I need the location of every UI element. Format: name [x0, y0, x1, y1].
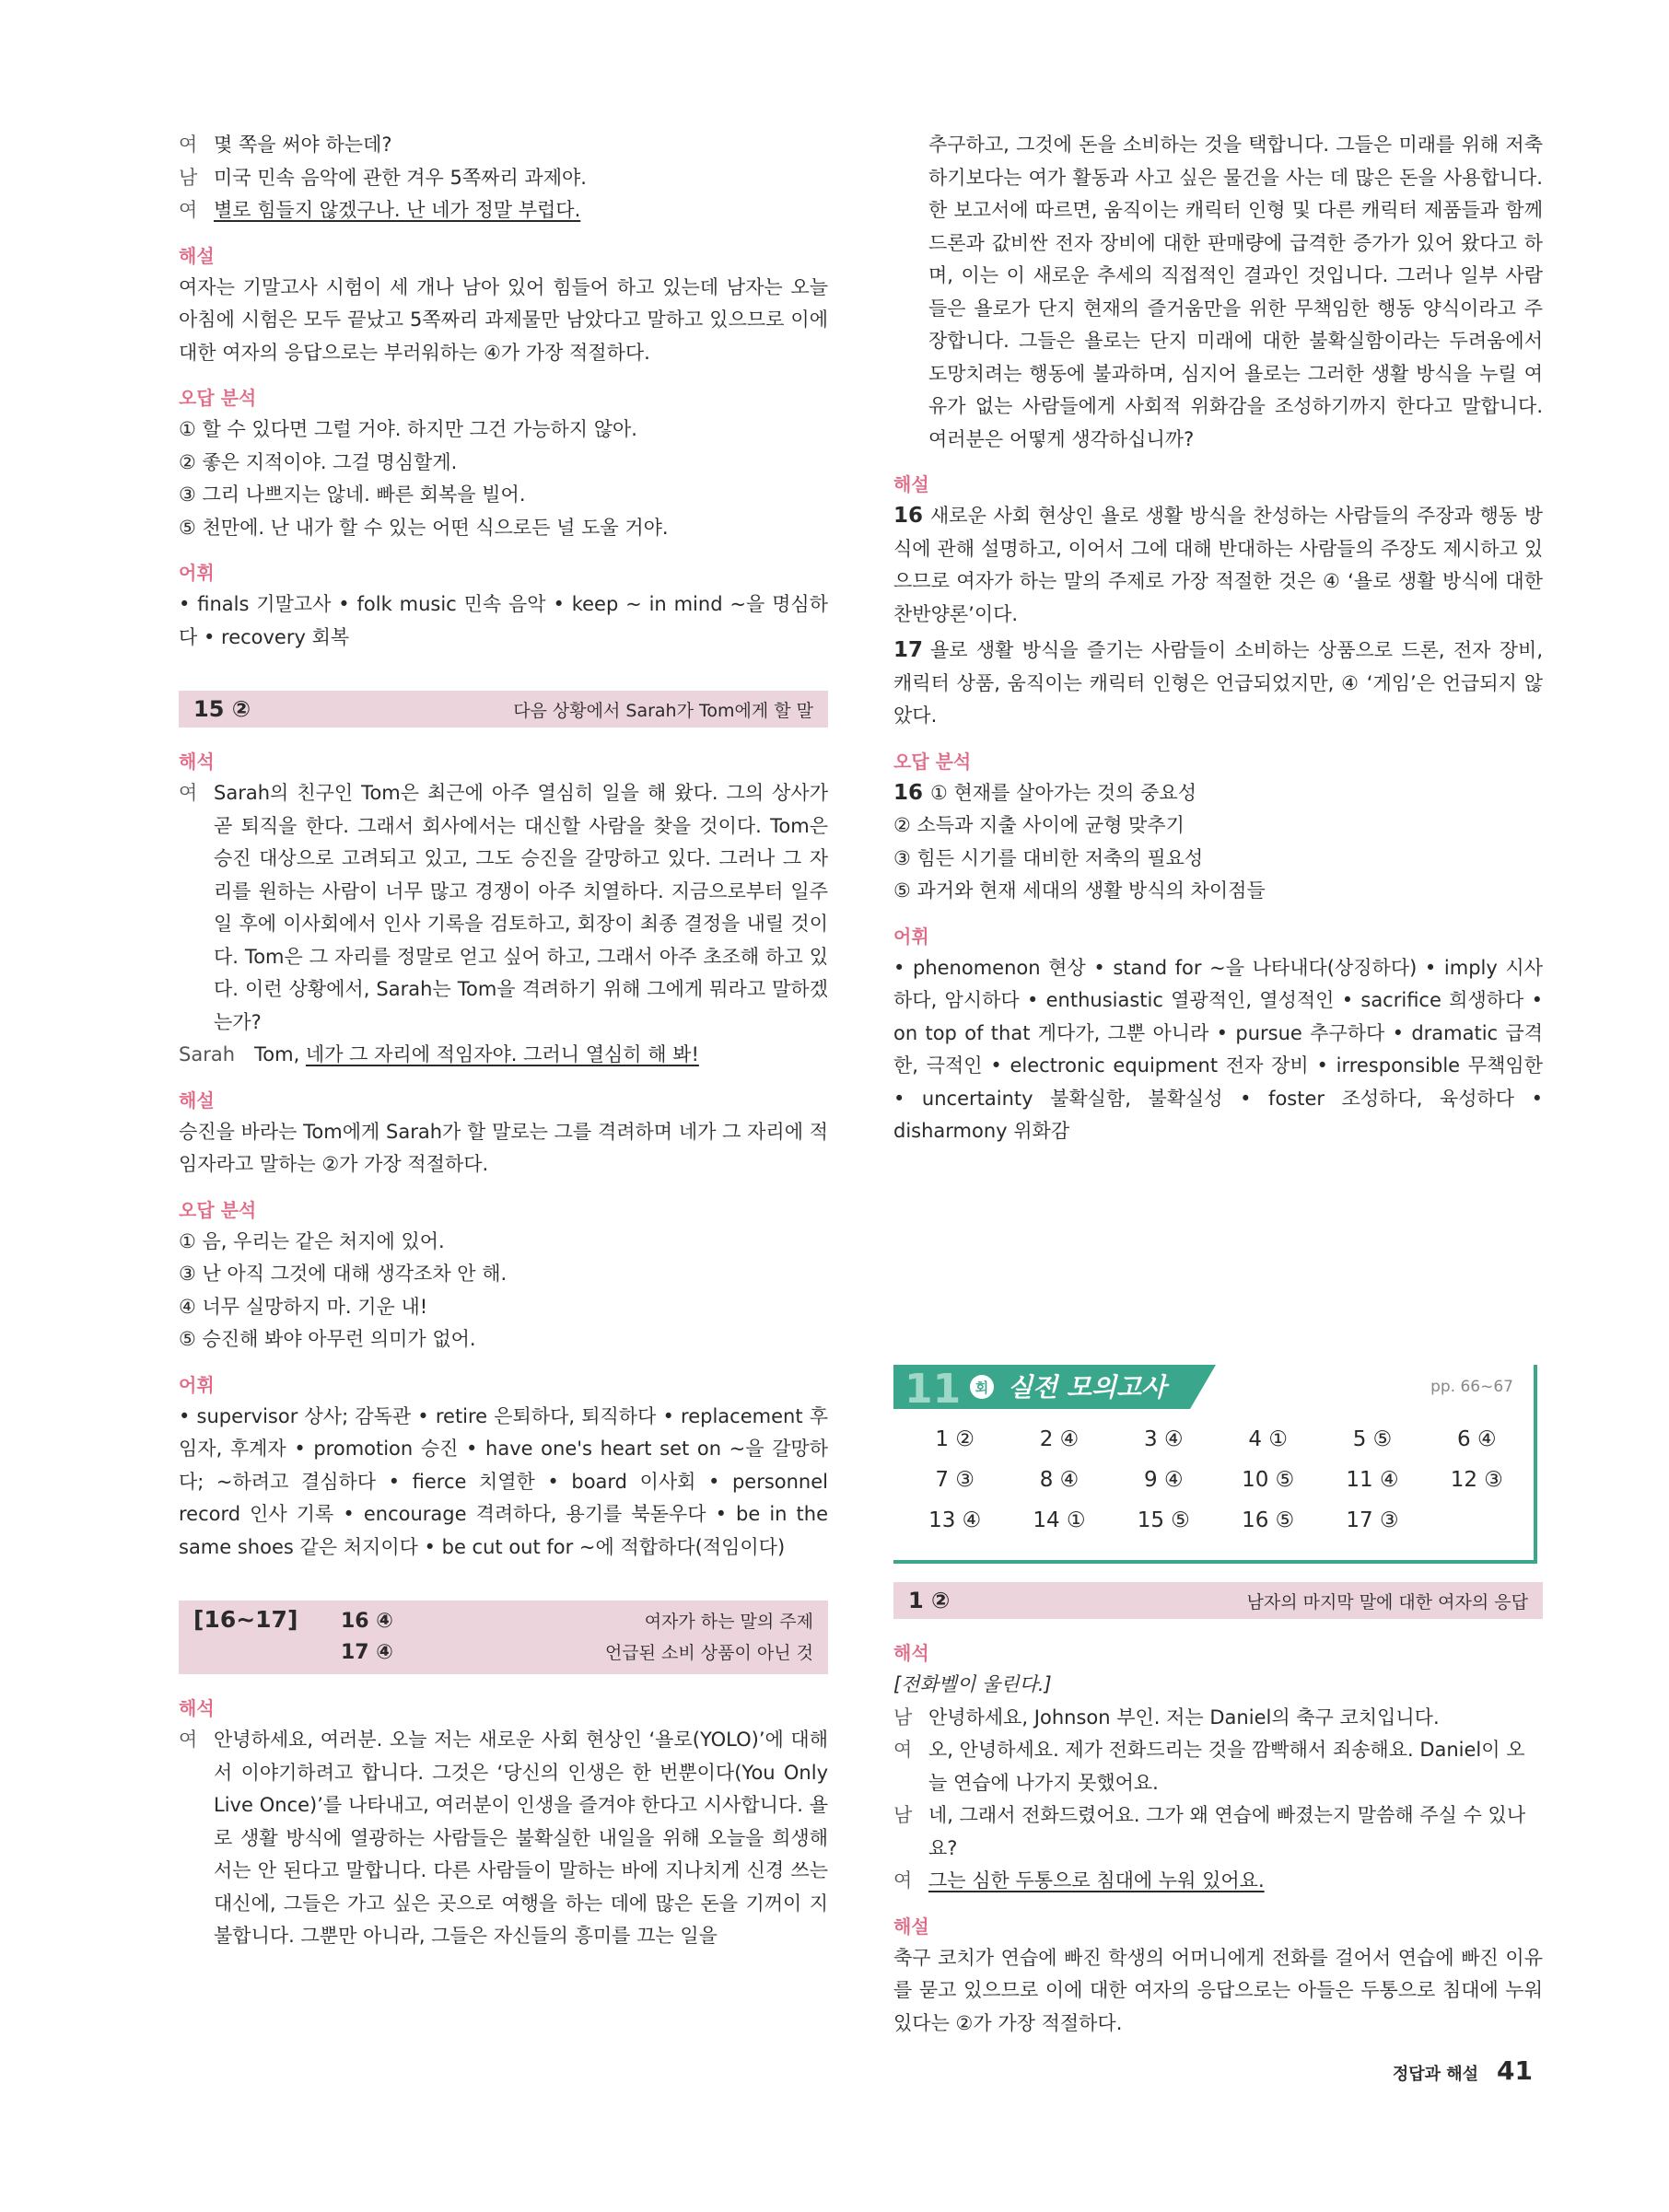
section-heading: 어휘: [179, 1373, 215, 1396]
wrong-option: ⑤ 승진해 봐야 아무런 의미가 없어.: [179, 1328, 476, 1350]
section-heading: 해설: [893, 1915, 929, 1938]
wrong-option: 16 ① 현재를 살아가는 것의 중요성: [893, 780, 1196, 805]
section-heading: 오답 분석: [893, 750, 972, 773]
answer-cell: 15 ⑤: [1137, 1508, 1190, 1532]
question-number: 15 ②: [193, 696, 251, 722]
answer-cell: 8 ④: [1039, 1468, 1080, 1492]
right-column: [893, 129, 1543, 1148]
answer-cell: 1 ②: [935, 1427, 975, 1451]
banner-shape: [893, 1365, 1216, 1409]
page-number: 41: [1497, 2055, 1533, 2086]
section-heading: 해설: [179, 1089, 215, 1112]
answer-cell: 9 ④: [1144, 1468, 1184, 1492]
page-footer: [1393, 2055, 1533, 2086]
answer-cell: 5 ⑤: [1352, 1427, 1393, 1451]
answer-cell: 4 ①: [1248, 1427, 1288, 1451]
answer-cell: 10 ⑤: [1242, 1468, 1295, 1492]
answer-cell: 11 ④: [1346, 1468, 1399, 1492]
dialog-line: 여 별로 힘들지 않겠구나. 난 네가 정말 부럽다.: [179, 199, 581, 221]
wrong-option: ③ 힘든 시기를 대비한 저축의 필요성: [893, 846, 1204, 869]
question-number: 1 ②: [908, 1588, 951, 1613]
round-number: 11: [905, 1366, 962, 1409]
answer-cell: 6 ④: [1457, 1427, 1497, 1451]
wrong-option: ① 음, 우리는 같은 처지에 있어.: [179, 1229, 445, 1252]
round-suffix: 회: [975, 1380, 989, 1396]
question-topic: 다음 상황에서 Sarah가 Tom에게 할 말: [513, 700, 813, 721]
dialog-line: 여 오, 안녕하세요. 제가 전화드리는 것을 깜빡해서 죄송해요. Daniel이 오늘 연습에 나가지 못했어요.: [893, 1739, 1525, 1794]
section-heading: 해석: [179, 751, 215, 773]
section-heading: 해설: [893, 473, 929, 495]
question-1-block: [893, 1582, 1543, 2040]
stage-direction: [전화벨이 울린다.]: [893, 1673, 1052, 1695]
explanation-16: 16 새로운 사회 현상인 욜로 생활 방식을 찬성하는 사람들의 주장과 행동 방식에 관해 설명하고, 이어서 그에 대해 반대하는 사람들의 주장도 제시하고 있으므로 여자가 하는 말의 주제로 가장 적절한 것은 ④ ‘욜로 생활 방식에 대한 찬반양론’이다.: [893, 504, 1543, 625]
section-heading: 오답 분석: [179, 387, 257, 409]
wrong-option: ③ 그리 나쁘지는 않네. 빠른 회복을 빌어.: [179, 483, 526, 506]
translation-paragraph: 여 Sarah의 친구인 Tom은 최근에 아주 열심히 일을 해 왔다. 그의 상사가 곧 퇴직을 한다. 그래서 회사에서는 대신할 사람을 찾을 것이다. Tom은 승진 대상으로 고려되고 있고, 그도 승진을 갈망하고 있다. 그러나 그 자리를 원하는 사람이 너무 많고 경쟁이 아주 치열하다. 지금으로부터 일주일 후에 이사회에서 인사 기록을 검토하고, 회장이 최종 결정을 내릴 것이다. Tom은 그 자리를 정말로 얻고 싶어 하고, 그래서 아주 초조해 하고 있다. 이런 상황에서, Sarah는 Tom을 격려하기 위해 그에게 뭐라고 말하겠는가?: [179, 782, 828, 1033]
answer-cell: 13 ④: [928, 1508, 982, 1532]
dialog-line: 여 몇 쪽을 써야 하는데?: [179, 134, 392, 156]
question-header-16-17: [16~17] 16 ④ 여자가 하는 말의 주제 17 ④ 언급된 소비 상품이 아닌 것: [179, 1601, 828, 1674]
dialog-top: [179, 129, 828, 227]
dialog-line: 남 네, 그래서 전화드렸어요. 그가 왜 연습에 빠졌는지 말씀해 주실 수 있나요?: [893, 1804, 1526, 1859]
question-header-1: [893, 1582, 1543, 1619]
vocabulary-list: • phenomenon 현상 • stand for ~을 나타내다(상징하다) • imply 시사하다, 암시하다 • enthusiastic 열광적인, 열성적인 • sacrifice 희생하다 • on top of that 게다가, 그뿐 아니라 • pursue 추구하다 • dramatic 급격한, 극적인 • electronic equipment 전자 장비 • irresponsible 무책임한 • uncertainty 불확실함, 불확실성 • foster 조성하다, 육성하다 • disharmony 위화감: [893, 956, 1543, 1142]
wrong-option: ① 할 수 있다면 그럴 거야. 하지만 그건 가능하지 않아.: [179, 418, 637, 440]
answer-cell: 14 ①: [1033, 1508, 1086, 1532]
page-range: pp. 66~67: [1430, 1378, 1513, 1396]
answer-grid: [903, 1422, 1529, 1538]
translation-continued: 추구하고, 그것에 돈을 소비하는 것을 택합니다. 그들은 미래를 위해 저축하기보다는 여가 활동과 사고 싶은 물건을 사는 데 많은 돈을 사용합니다. 한 보고서에 따르면, 움직이는 캐릭터 인형 및 다른 캐릭터 제품들과 함께 드론과 값비싼 전자 장비에 대한 판매량에 급격한 증가가 있어 왔다고 하며, 이는 이 새로운 추세의 직접적인 결과인 것입니다. 그러나 일부 사람들은 욜로가 단지 현재의 즐거움만을 위한 무책임한 행동 양식이라고 주장합니다. 그들은 욜로는 단지 미래에 대한 불확실함이라는 두려움에서 도망치려는 행동에 불과하며, 심지어 욜로는 그러한 생활 방식을 누릴 여유가 없는 사람들에게 사회적 위화감을 조성하기까지 한다고 말합니다. 여러분은 어떻게 생각하십니까?: [928, 134, 1543, 450]
dialog-line: 여 그는 심한 두통으로 침대에 누워 있어요.: [893, 1869, 1265, 1892]
explanation-text: 승진을 바라는 Tom에게 Sarah가 할 말로는 그를 격려하며 네가 그 자리에 적임자라고 말하는 ②가 가장 적절하다.: [179, 1120, 828, 1175]
section-heading: 해석: [893, 1642, 929, 1664]
explanation-17: 17 욜로 생활 방식을 즐기는 사람들이 소비하는 상품으로 드론, 전자 장비, 캐릭터 상품, 움직이는 캐릭터 인형은 언급되었지만, ④ ‘게임’은 언급되지 않았다.: [893, 638, 1543, 727]
answer-cell: 3 ④: [1144, 1427, 1184, 1451]
dialog-line: 남 안녕하세요, Johnson 부인. 저는 Daniel의 축구 코치입니다.: [893, 1706, 1440, 1729]
section-heading: 오답 분석: [179, 1198, 257, 1221]
left-column: [179, 129, 828, 1953]
section-heading: 해석: [179, 1697, 215, 1719]
answer-cell: 12 ③: [1450, 1468, 1503, 1492]
footer-label: 정답과 해설: [1392, 2065, 1479, 2084]
sarah-line: Sarah Tom, 네가 그 자리에 적임자야. 그러니 열심히 해 봐!: [179, 1043, 699, 1065]
answer-cell: 16 ⑤: [1242, 1508, 1295, 1532]
dialog-line: 남 미국 민속 음악에 관한 겨우 5쪽짜리 과제야.: [179, 166, 587, 189]
mock-test-title: 실전 모의고사: [1008, 1372, 1167, 1403]
explanation-text: 여자는 기말고사 시험이 세 개나 남아 있어 힘들어 하고 있는데 남자는 오늘 아침에 시험은 모두 끝났고 5쪽짜리 과제물만 남았다고 말하고 있으므로 이에 대한 여자의 응답으로는 부러워하는 ④가 가장 적절하다.: [179, 275, 828, 364]
section-heading: 어휘: [893, 925, 929, 948]
section-heading: 어휘: [179, 562, 215, 584]
answer-cell: 7 ③: [935, 1468, 975, 1492]
mock-test-banner: [893, 1365, 1216, 1409]
translation-paragraph: 여 안녕하세요, 여러분. 오늘 저는 새로운 사회 현상인 ‘욜로(YOLO)’에 대해서 이야기하려고 합니다. 그것은 ‘당신의 인생은 한 번뿐이다(You Only Live Once)’를 나타내고, 여러분이 인생을 즐겨야 한다고 시사합니다. 욜로 생활 방식에 열광하는 사람들은 불확실한 내일을 위해 오늘을 희생해서는 안 된다고 말합니다. 다른 사람들이 말하는 바에 지나치게 신경 쓰는 대신에, 그들은 가고 싶은 곳으로 여행을 하는 데에 많은 돈을 기꺼이 지불합니다. 그뿐만 아니라, 그들은 자신들의 흥미를 끄는 일을: [179, 1729, 828, 1947]
answer-cell: 2 ④: [1039, 1427, 1080, 1451]
section-heading: 해설: [179, 244, 215, 267]
wrong-option: ⑤ 과거와 현재 세대의 생활 방식의 차이점들: [893, 879, 1266, 902]
answer-cell: 17 ③: [1346, 1508, 1399, 1532]
wrong-option: ② 소득과 지출 사이에 균형 맞추기: [893, 814, 1185, 836]
vocabulary-list: • finals 기말고사 • folk music 민속 음악 • keep ~ in mind ~을 명심하다 • recovery 회복: [179, 593, 828, 648]
wrong-option: ⑤ 천만에. 난 내가 할 수 있는 어떤 식으로든 널 도울 거야.: [179, 516, 669, 539]
vocabulary-list: • supervisor 상사; 감독관 • retire 은퇴하다, 퇴직하다 • replacement 후임자, 후계자 • promotion 승진 • have one's heart set on ~을 갈망하다; ~하려고 결심하다 • fierce 치열한 • board 이사회 • personnel record 인사 기록 • encourage 격려하다, 용기를 북돋우다 • be in the same shoes 같은 처지이다 • be cut out for ~에 적합하다(적임이다): [179, 1404, 828, 1558]
wrong-option: ③ 난 아직 그것에 대해 생각조차 안 해.: [179, 1263, 508, 1285]
wrong-option: ② 좋은 지적이야. 그걸 명심할게.: [179, 450, 458, 473]
question-topic: 남자의 마지막 말에 대한 여자의 응답: [1246, 1591, 1528, 1612]
mock-test-answer-box: [893, 1365, 1537, 1564]
question-range: [16~17]: [193, 1606, 298, 1633]
explanation-text: 축구 코치가 연습에 빠진 학생의 어머니에게 전화를 걸어서 연습에 빠진 이유를 묻고 있으므로 이에 대한 여자의 응답으로는 아들은 두통으로 침대에 누워 있다는 ②가 가장 적절하다.: [893, 1946, 1543, 2034]
wrong-option: ④ 너무 실망하지 마. 기운 내!: [179, 1295, 428, 1318]
question-header-15: [179, 691, 828, 728]
